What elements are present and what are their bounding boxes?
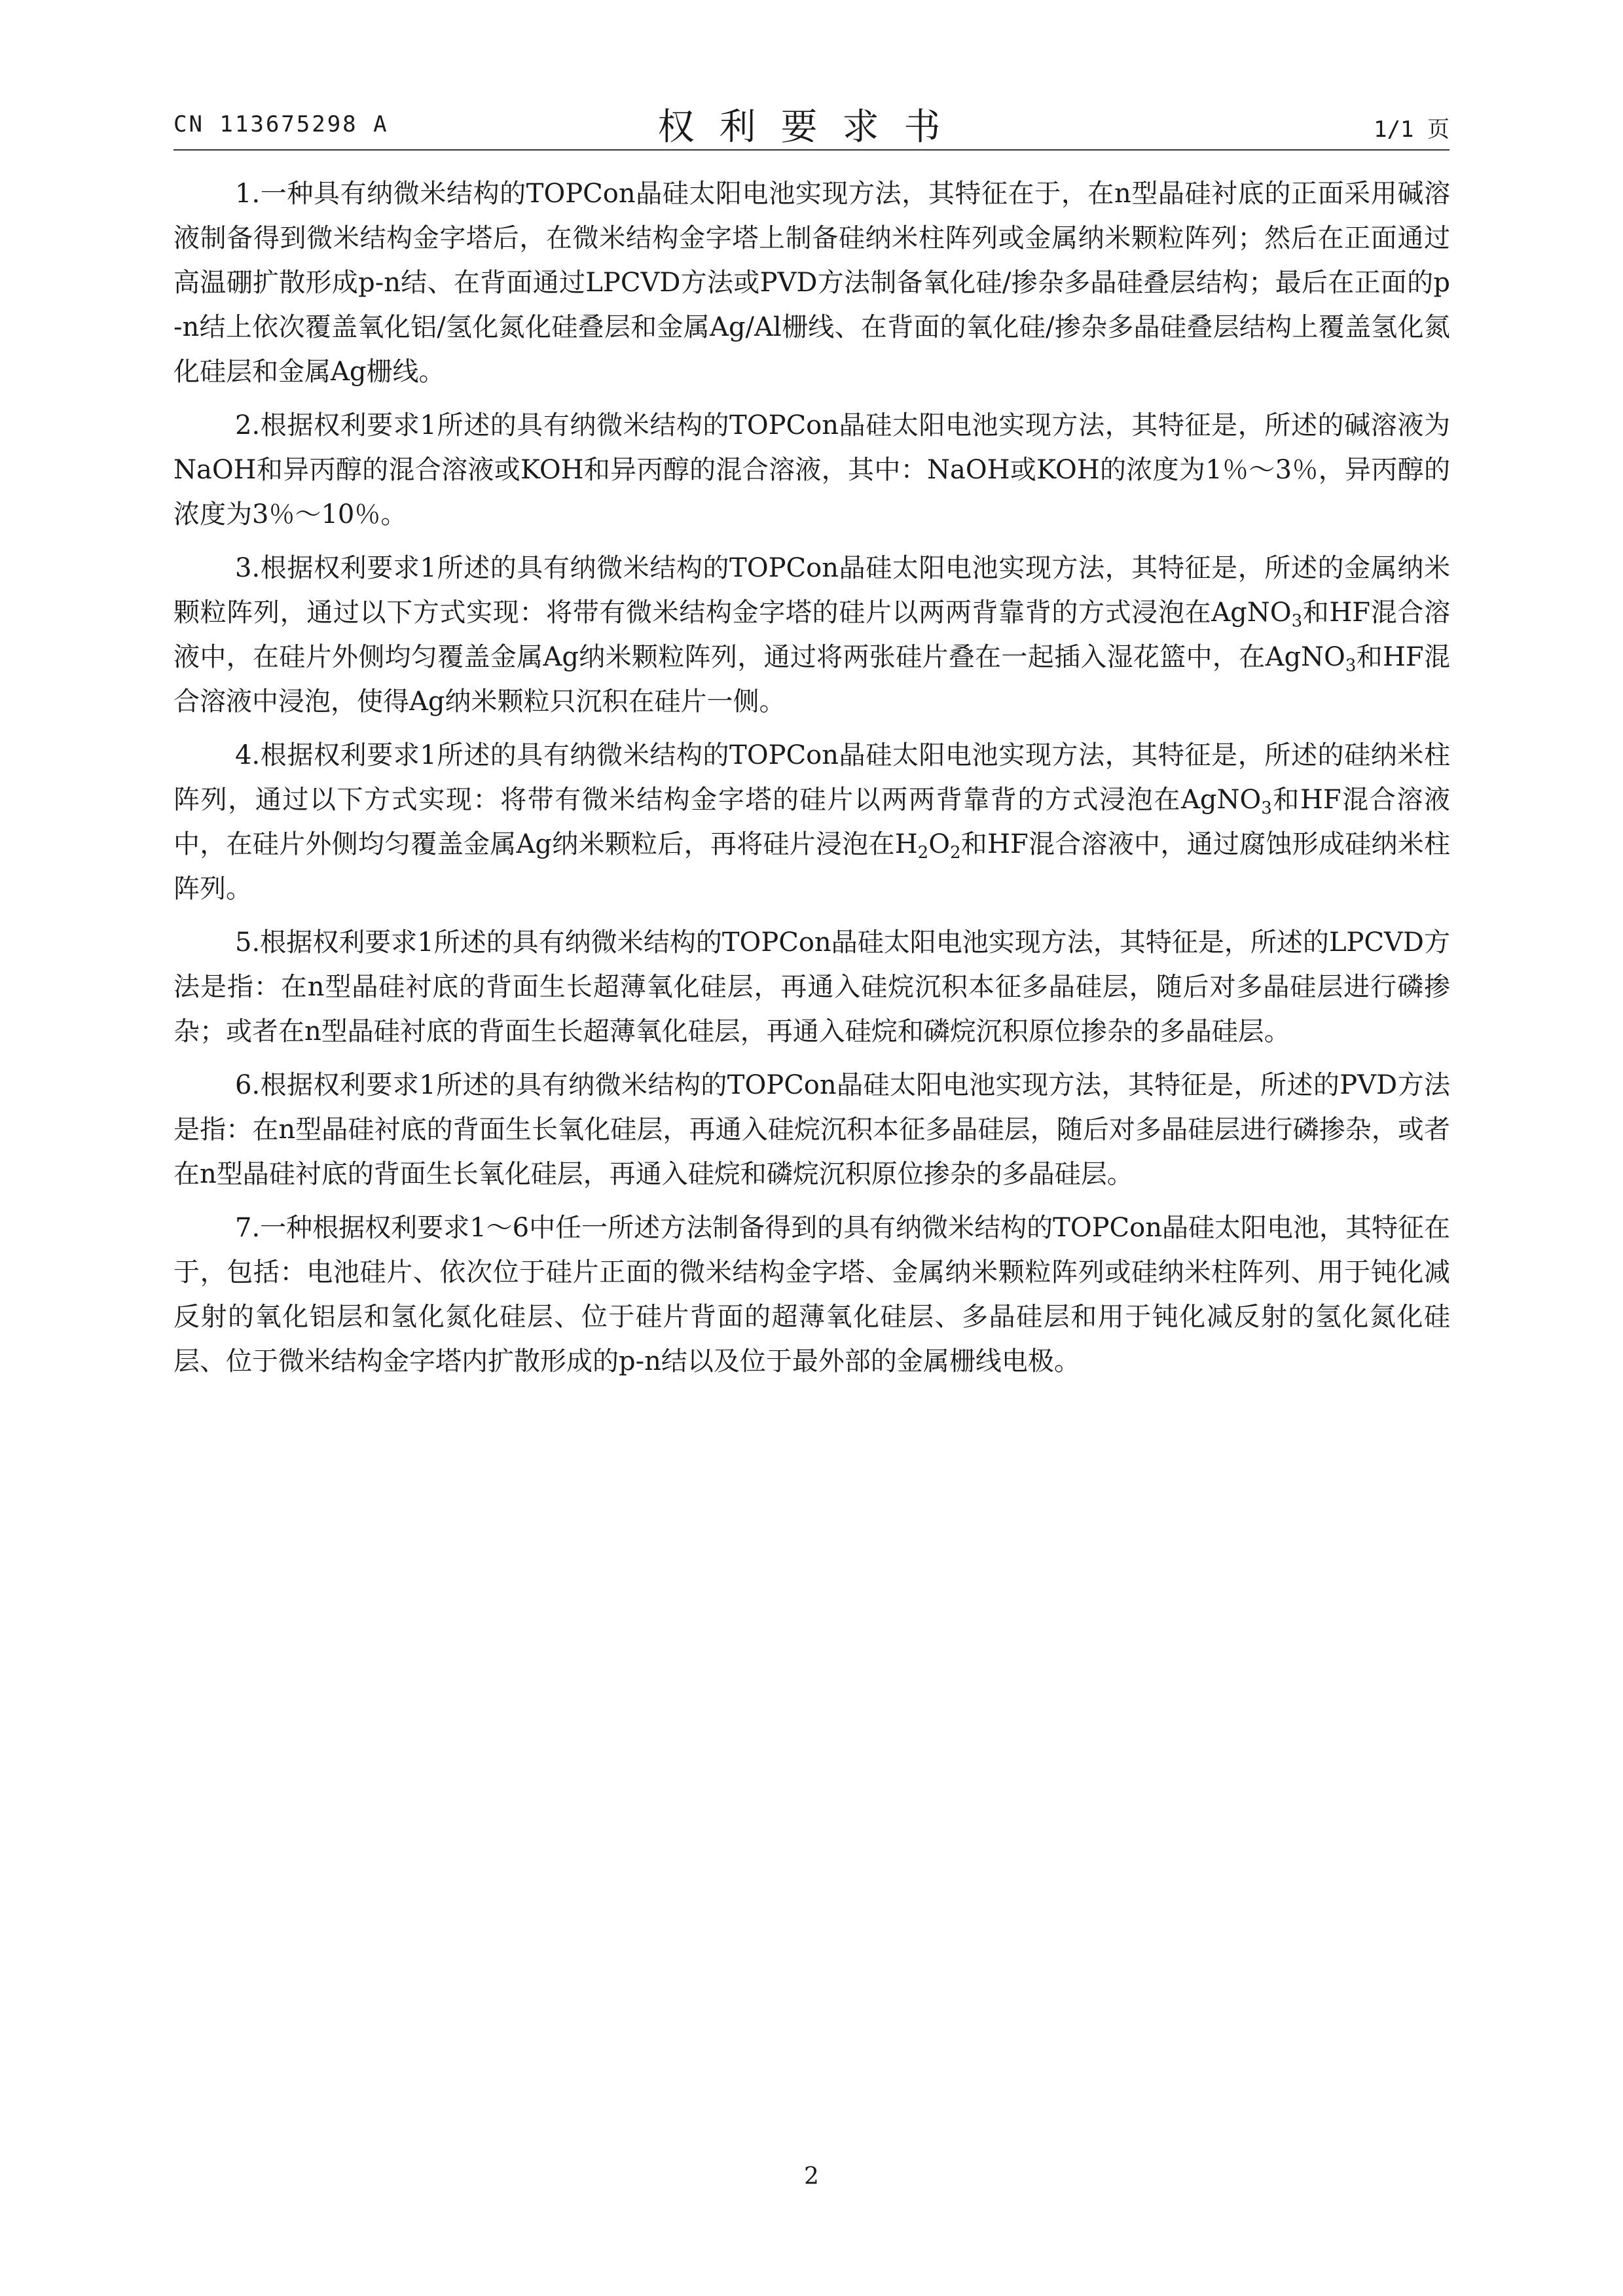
document-title: 权利要求书 (657, 106, 966, 149)
publication-number: CN 113675298 A (173, 111, 389, 137)
claim-2 (173, 403, 1450, 537)
page-header (173, 98, 1450, 151)
subscript: 2 (949, 843, 961, 863)
page-number: 2 (804, 2163, 819, 2190)
subscript: 3 (1345, 656, 1357, 675)
claim-text-part: 和HF混合溶液中，在硅片外侧均匀覆盖金属Ag纳米颗粒后，再将硅片浸泡在H (173, 785, 1450, 859)
claim-number: 4. (235, 740, 261, 770)
claim-text: 根据权利要求1所述的具有纳微米结构的TOPCon晶硅太阳电池实现方法，其特征是，所述的碱溶液为NaOH和异丙醇的混合溶液或KOH和异丙醇的混合溶液，其中：NaOH或KOH的浓度为1％～3％，异丙醇的浓度为3％～10％。 (173, 410, 1450, 529)
claims-list (173, 171, 1450, 1393)
claim-text-part: 和HF混合溶液中浸泡，使得Ag纳米颗粒只沉积在硅片一侧。 (173, 642, 1451, 717)
header-divider (173, 149, 1450, 151)
claim-text-part: 和HF混合溶液中，在硅片外侧均匀覆盖金属Ag纳米颗粒阵列，通过将两张硅片叠在一起插入湿花篮中，在AgNO (173, 598, 1450, 672)
subscript: 3 (1261, 798, 1272, 818)
page-info: 1/1 页 (1374, 117, 1450, 143)
subscript: 3 (1291, 611, 1303, 631)
claim-text: 一种根据权利要求1～6中任一所述方法制备得到的具有纳微米结构的TOPCon晶硅太阳电池，其特征在于，包括：电池硅片、依次位于硅片正面的微米结构金字塔、金属纳米颗粒阵列或硅纳米柱阵列、用于钝化减反射的氧化铝层和氢化氮化硅层、位于硅片背面的超薄氧化硅层、多晶硅层和用于钝化减反射的氢化氮化硅层、位于微米结构金字塔内扩散形成的p-n结以及位于最外部的金属栅线电极。 (173, 1213, 1450, 1376)
subscript: 2 (917, 843, 929, 863)
claim-text: 根据权利要求1所述的具有纳微米结构的TOPCon晶硅太阳电池实现方法，其特征是，所述的LPCVD方法是指：在n型晶硅衬底的背面生长超薄氧化硅层，再通入硅烷沉积本征多晶硅层，随后对多晶硅层进行磷掺杂；或者在n型晶硅衬底的背面生长超薄氧化硅层，再通入硅烷和磷烷沉积原位掺杂的多晶硅层。 (173, 927, 1450, 1047)
claim-number: 6. (235, 1070, 261, 1100)
claim-5 (173, 920, 1450, 1054)
claim-number: 2. (235, 410, 261, 440)
claim-4 (173, 733, 1450, 911)
claim-6 (173, 1063, 1450, 1196)
claim-7 (173, 1206, 1450, 1384)
claim-text-part: O (928, 829, 950, 859)
claim-number: 7. (235, 1213, 261, 1243)
claim-text-part: 和HF混合溶液中，通过腐蚀形成硅纳米柱阵列。 (173, 829, 1451, 904)
claim-3 (173, 546, 1450, 724)
claim-text-part: 根据权利要求1所述的具有纳微米结构的TOPCon晶硅太阳电池实现方法，其特征是，所述的金属纳米颗粒阵列，通过以下方式实现：将带有微米结构金字塔的硅片以两两背靠背的方式浸泡在AgNO (173, 553, 1450, 628)
claim-number: 5. (235, 927, 261, 958)
claim-text-part: 根据权利要求1所述的具有纳微米结构的TOPCon晶硅太阳电池实现方法，其特征是，所述的硅纳米柱阵列，通过以下方式实现：将带有微米结构金字塔的硅片以两两背靠背的方式浸泡在AgNO (173, 740, 1450, 815)
claim-number: 3. (235, 553, 261, 583)
claim-1 (173, 171, 1450, 394)
claim-number: 1. (235, 179, 261, 209)
claim-text: 根据权利要求1所述的具有纳微米结构的TOPCon晶硅太阳电池实现方法，其特征是，所述的PVD方法是指：在n型晶硅衬底的背面生长氧化硅层，再通入硅烷沉积本征多晶硅层，随后对多晶硅层进行磷掺杂，或者在n型晶硅衬底的背面生长氧化硅层，再通入硅烷和磷烷沉积原位掺杂的多晶硅层。 (173, 1070, 1450, 1189)
claim-text: 一种具有纳微米结构的TOPCon晶硅太阳电池实现方法，其特征在于，在n型晶硅衬底的正面采用碱溶液制备得到微米结构金字塔后，在微米结构金字塔上制备硅纳米柱阵列或金属纳米颗粒阵列；然后在正面通过高温硼扩散形成p-n结、在背面通过LPCVD方法或PVD方法制备氧化硅/掺杂多晶硅叠层结构；最后在正面的p-n结上依次覆盖氧化铝/氢化氮化硅叠层和金属Ag/Al栅线、在背面的氧化硅/掺杂多晶硅叠层结构上覆盖氢化氮化硅层和金属Ag栅线。 (173, 179, 1450, 387)
